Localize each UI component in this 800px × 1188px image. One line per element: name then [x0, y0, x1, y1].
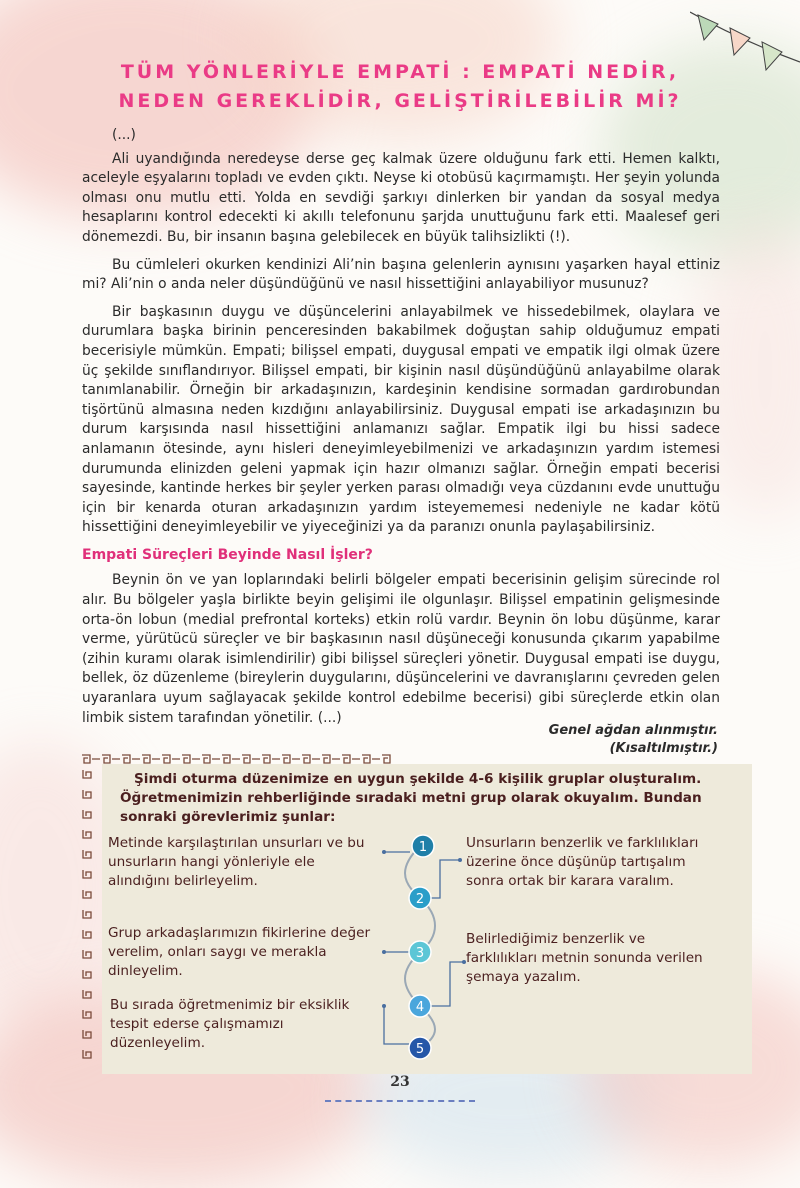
paragraph-3: Bir başkasının duygu ve düşüncelerini anlayabilmek ve hissedebilmek, olaylara ve durumlara başka birinin penceresinden bakabilmek doğuştan sahip olduğumuz empati becerisiyle mümkün. Empati; bilişsel empati, duygusal empati ve empatik ilgi olmak üzere üç şekilde sınıflandırıyor. Bilişsel empati, bir kişinin nasıl düşündüğünü anlayabilme olarak tanımlanabilir. Örneğin bir arkadaşınızın, kardeşinin kendisine sormadan gardırobundan tişörtünü almasına neden kızdığını anlayabilirsiniz. Duygusal empati ise arkadaşınızın bu durum karşısında nasıl hissettiğini anlamanızı sağlar. Empatik ilgi bu hissi sadece anlamanın ötesinde, aynı hisleri deneyimleyebilmenizi ve arkadaşınızın yardım istemesi durumunda elinizden geleni yapmak için hazır olmanızı sağlar. Örneğin empati becerisi sayesinde, kantinde herkes bir şeyler yerken parası olmadığı veya cüzdanını evde unuttuğu için bir kenarda oturan arkadaşınızın yardım isteyememesi nedeniyle ne kadar kötü hissettiğini deneyimleyebilir ve yiyeceğinizi ya da paranızı onunla paylaşabilirsiniz. — [82, 303, 720, 536]
task-intro: Şimdi oturma düzenimize en uygun şekilde 4-6 kişilik gruplar oluşturalım. Öğretmenimizin rehberliğinde sıradaki metni grup olarak okuyalım. Bundan sonraki görevlerimiz şunlar: — [120, 771, 702, 825]
step-1-text: Metinde karşılaştırılan unsurları ve bu unsurların hangi yönleriyle ele alındığını belirleyelim. — [108, 835, 365, 889]
step-2-text: Unsurların benzerlik ve farklılıkları üzerine önce düşünüp tartışalım sonra ortak bir karara varalım. — [466, 835, 699, 889]
source-line-2: (Kısaltılmıştır.) — [609, 741, 718, 756]
step-number: 5 — [415, 1042, 425, 1057]
step-number: 2 — [415, 892, 425, 907]
greek-key-border-icon — [80, 752, 392, 766]
article-body — [82, 126, 720, 736]
step-5-text: Bu sırada öğretmenimiz bir eksiklik tespit ederse çalışmamızı düzenleyelim. — [110, 997, 350, 1051]
section-heading: Empati Süreçleri Beyinde Nasıl İşler? — [82, 546, 373, 563]
step-number: 4 — [415, 1000, 425, 1015]
paragraph-4: Beynin ön ve yan loplarındaki belirli bölgeler empati becerisinin gelişim sürecinde rol alır. Bu bölgeler yaşla birlikte beyin gelişimi ile olgunlaşır. Bilişsel empatinin gelişmesinde orta-ön lobun (medial prefrontal korteks) etkin rolü vardır. Beynin ön lobu düşünme, karar verme, yürütücü süreçler ve bir başkasının nasıl düşüneceği konusunda çıkarım yapabilme (zihin kuramı olarak isimlendirilir) gibi bilişsel süreçleri yönetir. Duygusal empati ise duygu, bellek, öz düzenleme (bireylerin duygularını, düşüncelerini ve davranışlarını çevreden gelen uyaranlara uyum sağlayacak şekilde kontrol edebilme becerisi) gibi süreçlerde etkin olan limbik sistem tarafından yönetilir. (...) — [82, 572, 720, 726]
ellipsis-marker: (...) — [112, 127, 136, 143]
title-line-1: TÜM YÖNLERİYLE EMPATİ : EMPATİ NEDİR, — [120, 61, 680, 83]
step-circle — [409, 887, 431, 909]
step-4-text: Belirlediğimiz benzerlik ve farklılıkları metnin sonunda verilen şemaya yazalım. — [466, 931, 703, 985]
step-number: 1 — [418, 840, 428, 855]
step-3-text: Grup arkadaşlarımızın fikirlerine değer verelim, onları saygı ve merakla dinleyelim. — [108, 925, 371, 979]
source-line-1: Genel ağdan alınmıştır. — [548, 723, 718, 738]
title-line-2: NEDEN GEREKLİDİR, GELİŞTİRİLEBİLİR Mİ? — [118, 90, 682, 112]
footer-divider — [325, 1100, 475, 1102]
step-circle — [412, 835, 434, 857]
step-circle — [409, 941, 431, 963]
source-note — [549, 722, 718, 758]
step-circle — [409, 995, 431, 1017]
page-number: 23 — [390, 1074, 410, 1090]
steps-flow-diagram — [370, 826, 480, 1066]
page-title — [0, 58, 800, 116]
step-circle — [409, 1037, 431, 1059]
step-number: 3 — [415, 946, 425, 961]
greek-key-border-icon — [80, 768, 94, 1068]
paragraph-2: Bu cümleleri okurken kendinizi Ali’nin başına gelenlerin aynısını yaşarken hayal ettiniz mi? Ali’nin o anda neler düşündüğünü ve nasıl hissettiğini anlayabiliyor musunuz? — [82, 256, 720, 293]
paragraph-1: Ali uyandığında neredeyse derse geç kalmak üzere olduğunu fark etti. Hemen kalktı, aceleyle eşyalarını topladı ve evden çıktı. Neyse ki otobüsü kaçırmamıştı. Her şeyin yolunda olması onu mutlu etti. Yolda en sevdiği şarkıyı dinlerken bir yandan da sosyal medya hesaplarını kontrol edecekti ki akıllı telefonunu şarjda unuttuğunu fark etti. Maalesef geri dönemezdi. Bu, bir insanın başına gelebilecek en büyük talihsizlikti (!). — [82, 150, 720, 245]
